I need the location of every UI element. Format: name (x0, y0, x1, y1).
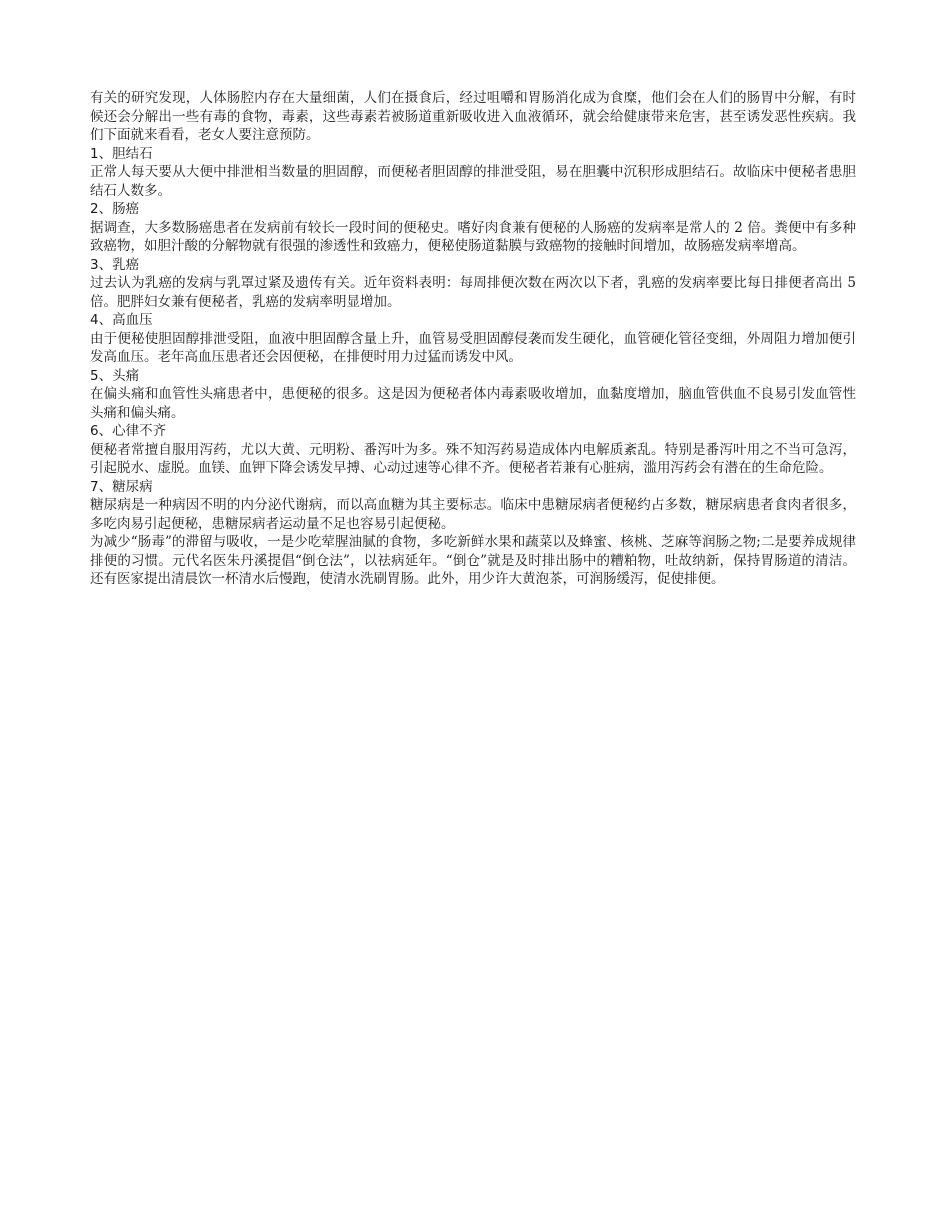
section-body-colon-cancer: 据调查，大多数肠癌患者在发病前有较长一段时间的便秘史。嗜好肉食兼有便秘的人肠癌的发病率是常人的 2 倍。粪便中有多种致癌物，如胆汁酸的分解物就有很强的渗透性和致癌力，便秘使肠道黏膜与致癌物的接触时间增加，故肠癌发病率增高。 (90, 219, 856, 254)
section-heading-headache: 5、头痛 (90, 367, 140, 384)
section-heading-breast-cancer: 3、乳癌 (90, 256, 140, 273)
article-body (90, 89, 856, 589)
section-body-hypertension: 由于便秘使胆固醇排泄受阻，血液中胆固醇含量上升，血管易受胆固醇侵袭而发生硬化，血管硬化管径变细，外周阻力增加便引发高血压。老年高血压患者还会因便秘，在排便时用力过猛而诱发中风。 (90, 330, 856, 365)
closing-paragraph: 为减少“肠毒”的滞留与吸收，一是少吃荤腥油腻的食物，多吃新鲜水果和蔬菜以及蜂蜜、核桃、芝麻等润肠之物;二是要养成规律排便的习惯。元代名医朱丹溪提倡“倒仓法”，以祛病延年。“倒仓”就是及时排出肠中的糟粕物，吐故纳新，保持胃肠道的清洁。还有医家提出清晨饮一杯清水后慢跑，使清水洗刷胃肠。此外，用少许大黄泡茶，可润肠缓泻，促使排便。 (90, 534, 856, 587)
section-body-headache: 在偏头痛和血管性头痛患者中，患便秘的很多。这是因为便秘者体内毒素吸收增加，血黏度增加，脑血管供血不良易引发血管性头痛和偏头痛。 (90, 386, 856, 421)
section-heading-hypertension: 4、高血压 (90, 312, 153, 328)
intro-paragraph: 有关的研究发现，人体肠腔内存在大量细菌，人们在摄食后，经过咀嚼和胃肠消化成为食糜，他们会在人们的肠胃中分解，有时候还会分解出一些有毒的食物，毒素，这些毒素若被肠道重新吸收进入血液循环，就会给健康带来危害，甚至诱发恶性疾病。我们下面就来看看，老女人要注意预防。 (90, 90, 856, 143)
section-heading-diabetes: 7、糖尿病 (90, 478, 153, 495)
section-heading-colon-cancer: 2、肠癌 (90, 201, 140, 217)
section-heading-gallstones: 1、胆结石 (90, 145, 153, 162)
section-body-breast-cancer: 过去认为乳癌的发病与乳罩过紧及遗传有关。近年资料表明：每周排便次数在两次以下者，乳癌的发病率要比每日排便者高出 5 倍。肥胖妇女兼有便秘者，乳癌的发病率明显增加。 (90, 275, 856, 310)
section-heading-arrhythmia: 6、心律不齐 (90, 423, 167, 439)
section-body-arrhythmia: 便秘者常擅自服用泻药，尤以大黄、元明粉、番泻叶为多。殊不知泻药易造成体内电解质紊乱。特别是番泻叶用之不当可急泻，引起脱水、虚脱。血镁、血钾下降会诱发早搏、心动过速等心律不齐。便秘者若兼有心脏病，滥用泻药会有潜在的生命危险。 (90, 441, 856, 476)
section-body-diabetes: 糖尿病是一种病因不明的内分泌代谢病，而以高血糖为其主要标志。临床中患糖尿病者便秘约占多数，糖尿病患者食肉者很多，多吃肉易引起便秘，患糖尿病者运动量不足也容易引起便秘。 (90, 497, 856, 532)
section-body-gallstones: 正常人每天要从大便中排泄相当数量的胆固醇，而便秘者胆固醇的排泄受阻，易在胆囊中沉积形成胆结石。故临床中便秘者患胆结石人数多。 (90, 164, 856, 199)
